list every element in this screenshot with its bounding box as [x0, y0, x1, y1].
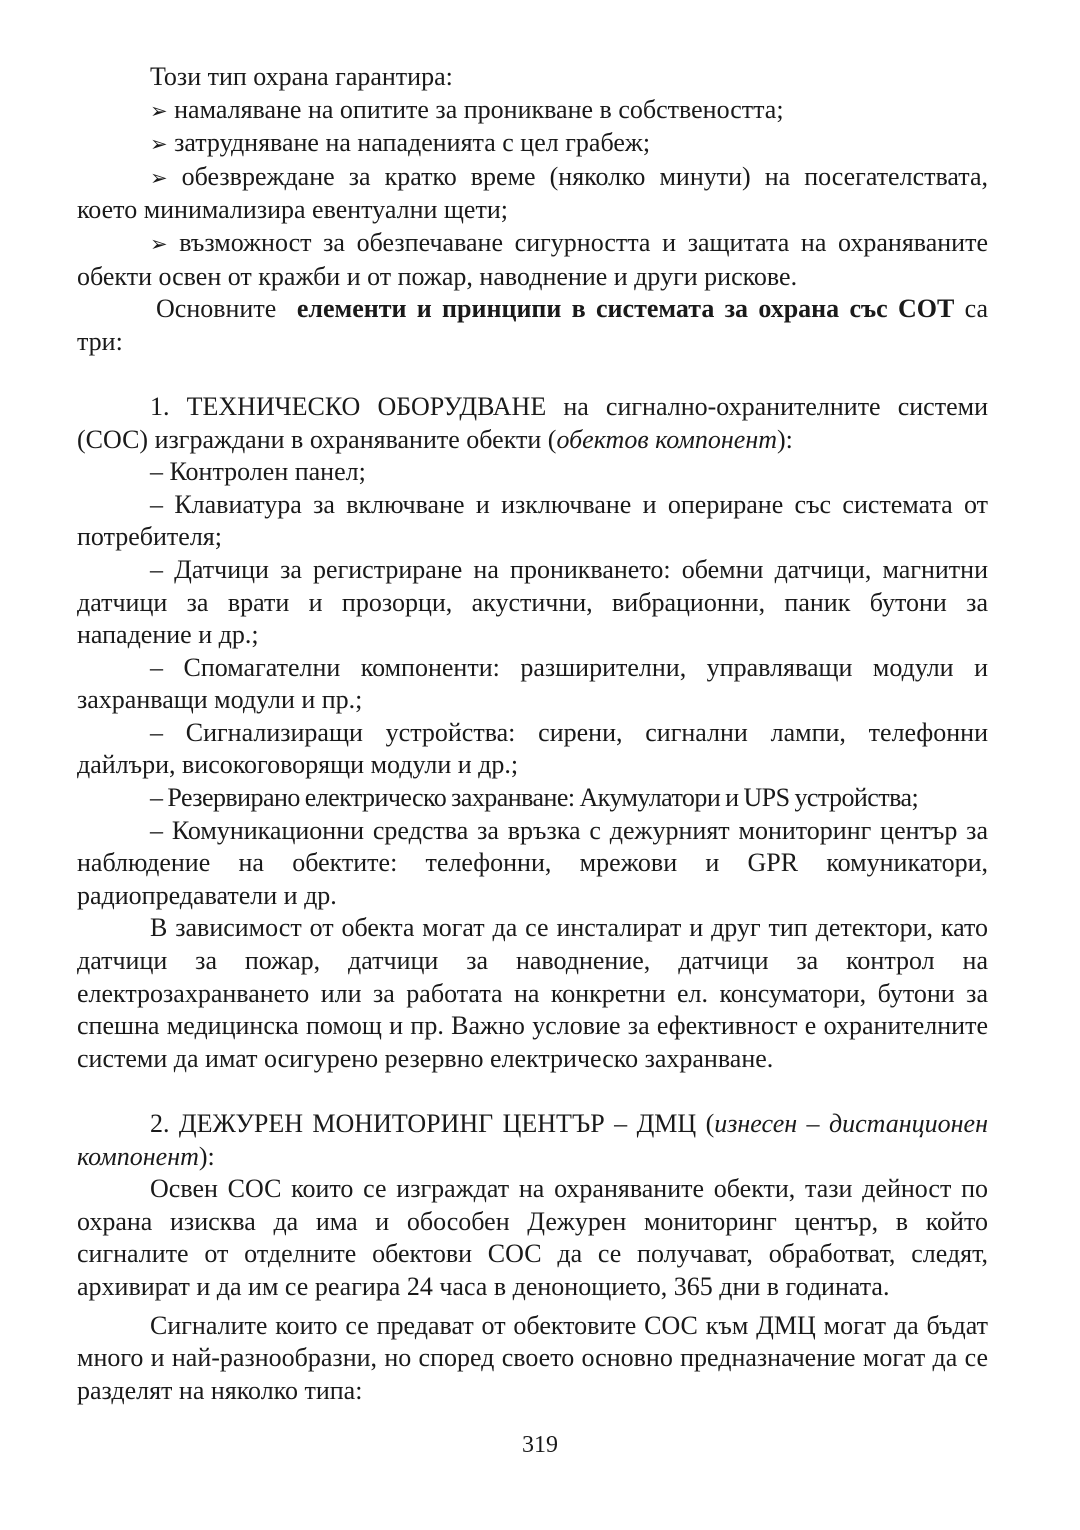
equipment-item: – Датчици за регистриране на проникването: обемни датчици, магнитни датчици за врати и прозорци, акустични, вибрационни, паник бутони за нападение и др.;	[77, 554, 988, 650]
section1-italic: обектов компонент	[556, 424, 777, 454]
arrow-bullet-icon: ➢	[150, 132, 168, 157]
page-body	[77, 61, 988, 1407]
principles-paragraph: Основните елементи и принципи в системата за охрана със СОТ са три:	[77, 294, 989, 356]
section2-heading: 2. ДЕЖУРЕН МОНИТОРИНГ ЦЕНТЪР – ДМЦ (изнесен – дистанционен компонент):	[77, 1109, 988, 1171]
equipment-item: – Комуникационни средства за връзка с дежурният мониторинг център за наблюдение на обектите: телефонни, мрежови и GPR комуникатори, радиопредаватели и др.	[77, 815, 988, 910]
section1-heading: 1. ТЕХНИЧЕСКО ОБОРУДВАНЕ на сигнално-охранителните системи (СОС) изграждани в охраняваните обекти (обектов компонент):	[77, 391, 988, 454]
bullet-item: ➢ намаляване на опитите за проникване в собствеността;	[150, 94, 784, 124]
page-number: 319	[522, 1432, 558, 1458]
equipment-item: – Контролен панел;	[150, 457, 366, 487]
arrow-bullet-icon: ➢	[150, 98, 168, 123]
section1-paragraph: В зависимост от обекта могат да се инсталират и друг тип детектори, като датчици за пожар, датчици за наводнение, датчици за контрол на електрозахранването или за работата на конкретни ел. консуматори, бутони за спешна медицинска помощ и пр. Важно условие за ефективност е охранителните системи да имат осигурено резервно електрическо захранване.	[77, 913, 988, 1073]
equipment-item: – Резервирано електрическо захранване: Акумулатори и UPS устройства;	[150, 783, 919, 813]
bullet-item: ➢ възможност за обезпечаване сигурността и защитата на охраняваните обекти освен от кражби и от пожар, наводнение и други рискове.	[77, 227, 988, 291]
principles-bold: елементи и принципи в системата за охрана със СОТ	[296, 294, 955, 324]
equipment-item: – Спомагателни компоненти: разширителни, управляващи модули и захранващи модули и пр.;	[77, 652, 988, 715]
arrow-bullet-icon: ➢	[150, 165, 168, 190]
arrow-bullet-icon: ➢	[150, 231, 168, 256]
bullet-item: ➢ затрудняване на нападенията с цел грабеж;	[150, 128, 651, 158]
equipment-item: – Сигнализиращи устройства: сирени, сигнални лампи, телефонни дайлъри, високоговорящи модули и др.;	[77, 717, 988, 780]
equipment-item: – Клавиатура за включване и изключване и опериране със системата от потребителя;	[77, 489, 988, 552]
bullet-item: ➢ обезвреждане за кратко време (няколко минути) на посегателствата, което минимализира евентуални щети;	[77, 161, 988, 225]
section2-italic: изнесен – дистанционен компонент	[77, 1109, 988, 1171]
intro-line: Този тип охрана гарантира:	[150, 62, 453, 91]
section2-paragraph: Сигналите които се предават от обектовите СОС към ДМЦ могат да бъдат много и най-разнообразни, но според своето основно предназначение могат да се разделят на няколко типа:	[77, 1310, 988, 1405]
section2-paragraph: Освен СОС които се изграждат на охраняваните обекти, тази дейност по охрана изисква да има и обособен Дежурен мониторинг център, в който сигналите от отделните обектови СОС да се получават, обработват, следят, архивират и да им се реагира 24 часа в денонощието, 365 дни в годината.	[77, 1174, 988, 1301]
